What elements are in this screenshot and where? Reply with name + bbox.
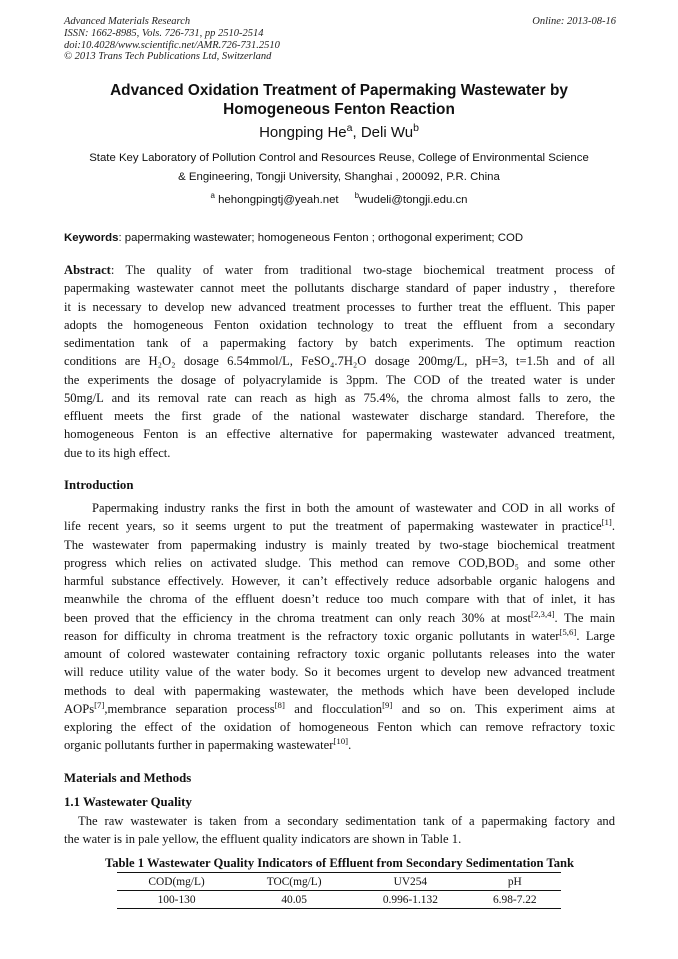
table-cell: 0.996-1.132 [382, 893, 438, 906]
abstract-line [64, 261, 615, 279]
table-cell: 6.98-7.22 [492, 893, 537, 906]
online-date: Online: 2013-08-16 [532, 16, 616, 27]
title-line-1: Advanced Oxidation Treatment of Papermaking Wastewater by [110, 82, 568, 99]
intro-line: methods to deal with papermaking wastewater, the methods which have been developed include [64, 683, 615, 698]
intro-line: The wastewater from papermaking industry is mainly treated by two-stage biochemical treatment [64, 537, 615, 552]
issn-line: ISSN: 1662-8985, Vols. 726-731, pp 2510-2514 [64, 27, 264, 39]
table-cell: 40.05 [281, 893, 307, 906]
journal-header [64, 16, 444, 63]
email-mark: a [210, 191, 215, 201]
copyright-line: © 2013 Trans Tech Publications Ltd, Switzerland [64, 51, 272, 63]
abstract-line: adopts the homogeneous Fenton oxidation technology to treat the effluent from a secondary [64, 317, 615, 332]
citation-marker: [7] [94, 699, 105, 710]
paper-title [40, 81, 638, 119]
citation-marker: [9] [382, 699, 393, 710]
water-quality-body [64, 812, 615, 849]
intro-line: Papermaking industry ranks the first in both the amount of wastewater and COD in all works of [92, 501, 615, 515]
keywords [64, 231, 616, 246]
table-header-cell: pH [507, 875, 522, 888]
email-address[interactable]: hehongpingtj@yeah.net [218, 194, 339, 206]
email-address[interactable]: wudeli@tongji.edu.cn [359, 194, 468, 206]
intro-line: progress which relies on activated sludge. This method can remove COD,BOD₅ and some other [64, 555, 615, 570]
abstract-line: due to its high effect. [64, 445, 171, 460]
email-mark: b [354, 191, 360, 201]
abstract-line: effluent meets the first grade of the national wastewater discharge standard. Therefore, the [64, 409, 615, 423]
affiliation-line-2: & Engineering, Tongji University, Shanghai , 200092, P.R. China [178, 170, 500, 183]
water-quality-line: The raw wastewater is taken from a secondary sedimentation tank of a papermaking factory and [78, 814, 615, 828]
email-list [40, 193, 638, 208]
abstract-line: the experiments the dosage of polyacrylamide is 3ppm. The COD of the treated water is under [64, 372, 615, 387]
citation-marker: [8] [274, 699, 285, 710]
intro-line: reason for difficulty in chroma treatment is the refractory toxic organic pollutants in water[5,6]. Large [64, 626, 615, 643]
abstract-line: sedimentation tank of a papermaking factory by batch experiments. The optimum reaction [64, 336, 615, 350]
citation-marker: [10] [333, 736, 349, 747]
abstract-line: 50mg/L and its removal rate can reach as high as 75.4%, the chroma almost falls to zero, the [64, 390, 615, 405]
keywords-text: : papermaking wastewater; homogeneous Fenton ; orthogonal experiment; COD [118, 232, 524, 244]
intro-line: AOPs[7],membrance separation process[8] and flocculation[9] and so on. This experiment aims at [64, 699, 615, 716]
intro-line: been proved that the efficiency in the chroma treatment can only reach 30% at most[2,3,4]. The main [64, 608, 615, 625]
abstract [64, 261, 615, 462]
author-name: Hongping He [259, 124, 347, 141]
intro-line: exploring the effect of the oxidation of homogeneous Fenton which can remove refractory toxic [64, 720, 615, 734]
author-mark: a [346, 122, 353, 134]
intro-line: harmful substance effectively. However, it can’t effectively reduce adsorbable organic halogens and [64, 574, 615, 588]
table-row [117, 891, 561, 909]
introduction-body [64, 499, 615, 755]
table-header-cell: TOC(mg/L) [266, 875, 322, 888]
affiliation [60, 149, 618, 186]
abstract-line: it is necessary to develop new advanced treatment processes to further treat the effluent. This paper [64, 299, 615, 314]
intro-line: amount of colored wastewater containing refractory toxic organic pollutants releases into the water [64, 647, 615, 661]
table-header-row [117, 873, 561, 891]
abstract-label: Abstract [64, 263, 111, 277]
author-list [40, 124, 638, 142]
abstract-line: conditions are H₂O₂ dosage 6.54mmol/L, FeSO₄.7H₂O dosage 200mg/L, pH=3, t=1.5h and of all [64, 354, 615, 369]
intro-line: will reduce utility value of the water body. So it becomes urgent to develop new advanced treatment [64, 665, 615, 680]
table-header-cell: COD(mg/L) [148, 875, 205, 888]
water-quality-table [117, 872, 561, 909]
section-heading-materials: Materials and Methods [64, 771, 192, 785]
citation-marker: [1] [601, 517, 612, 528]
author-separator: , [352, 124, 361, 141]
section-heading-introduction: Introduction [64, 478, 134, 492]
affiliation-line-1: State Key Laboratory of Pollution Control and Resources Reuse, College of Environmental Science [89, 152, 589, 164]
keywords-label: Keywords [64, 232, 119, 244]
abstract-line-text: : The quality of water from traditional two-stage biochemical treatment process of [110, 263, 615, 277]
water-quality-line: the water is in pale yellow, the effluent quality indicators are shown in Table 1. [64, 832, 462, 847]
table-header-cell: UV254 [393, 875, 428, 888]
citation-marker: [5,6] [559, 626, 577, 637]
intro-line: life recent years, so it seems urgent to put the treatment of papermaking wastewater in practice[1]. [64, 517, 615, 534]
author-name: Deli Wu [360, 124, 414, 141]
author-mark: b [413, 122, 419, 134]
abstract-line: homogeneous Fenton is an effective alternative for papermaking wastewater advanced treatment, [64, 427, 615, 442]
intro-line: organic pollutants further in papermaking wastewater[10]. [64, 736, 352, 753]
journal-name: Advanced Materials Research [64, 16, 191, 27]
table-cell: 100-130 [157, 893, 196, 906]
doi-line: doi:10.4028/www.scientific.net/AMR.726-731.2510 [64, 39, 280, 51]
table-caption: Table 1 Wastewater Quality Indicators of Effluent from Secondary Sedimentation Tank [104, 856, 575, 870]
citation-marker: [2,3,4] [531, 608, 555, 619]
abstract-line: papermaking wastewater cannot meet the pollutants discharge standard of paper industry，therefore [64, 281, 615, 296]
intro-line: meanwhile the chroma of the effluent doesn’t reduce too much compare with that of inlet, it has [64, 592, 615, 607]
subsection-heading-water-quality: 1.1 Wastewater Quality [64, 795, 192, 809]
title-line-2: Homogeneous Fenton Reaction [223, 101, 455, 118]
